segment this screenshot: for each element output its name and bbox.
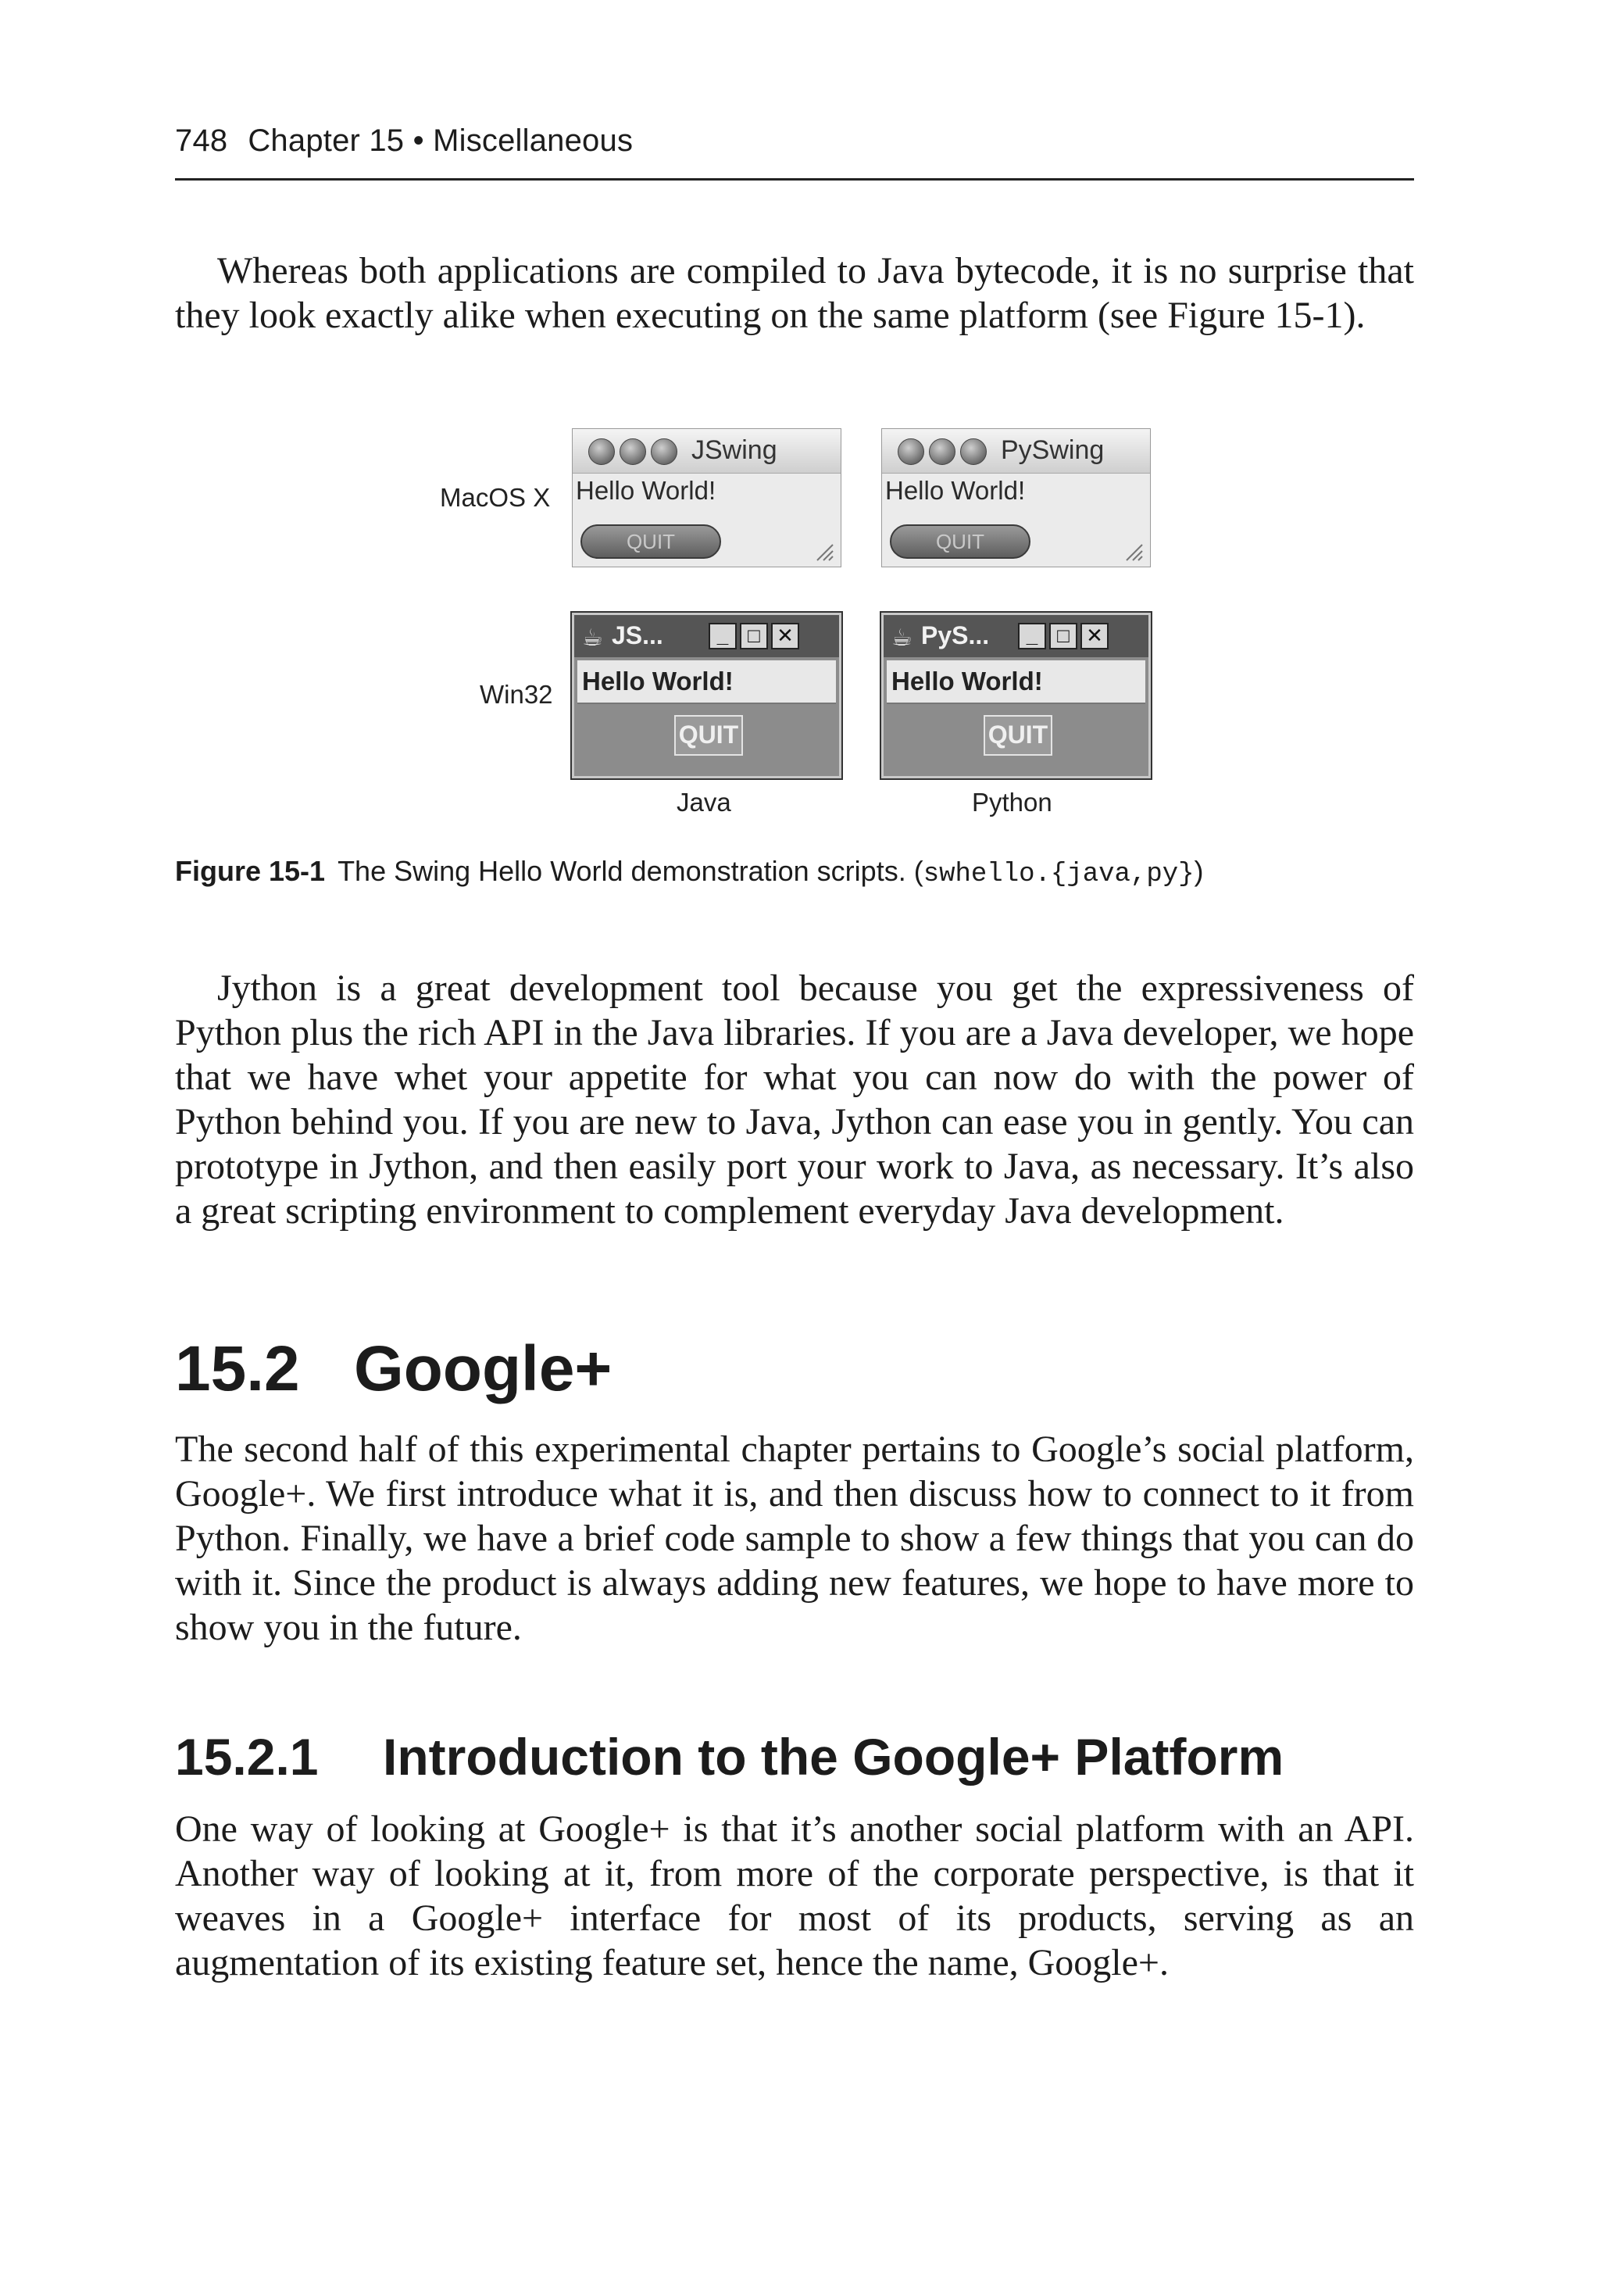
- caption-close: ): [1194, 855, 1204, 887]
- mac-java-window: [572, 428, 841, 567]
- java-cup-icon: ☕: [891, 625, 912, 651]
- maximize-icon: □: [740, 623, 768, 649]
- subsection-number: 15.2.1: [175, 1728, 319, 1786]
- hello-label: Hello World!: [576, 476, 716, 505]
- paragraph-google-plus: The second half of this experimental chapter pertains to Google’s social platform, Google+. We first introduce what it is, and then discuss how to connect to it from Python. Finally, we have a brief code sample to show a few things that you can do with it. Since the product is always adding new features, we hope to have more to show you in the future.: [175, 1429, 1414, 1648]
- quit-button: QUIT: [674, 715, 743, 756]
- header-rule: [175, 178, 1414, 181]
- close-light-icon: [898, 438, 924, 465]
- subsection-title: Introduction to the Google+ Platform: [383, 1728, 1284, 1786]
- window-title: JSwing: [691, 435, 777, 465]
- section-heading: [175, 1332, 612, 1406]
- mac-python-window: [881, 428, 1151, 567]
- figure-caption: [175, 855, 1204, 889]
- column-label-python: Python: [972, 788, 1052, 817]
- quit-button: QUIT: [890, 524, 1030, 559]
- mac-titlebar: [573, 429, 841, 474]
- win32-java-window: [572, 613, 841, 778]
- zoom-light-icon: [651, 438, 677, 465]
- caption-text: The Swing Hello World demonstration scripts. (: [338, 855, 923, 887]
- figure-number: Figure 15-1: [175, 855, 326, 887]
- mac-titlebar: [882, 429, 1150, 474]
- zoom-light-icon: [960, 438, 987, 465]
- quit-button: QUIT: [580, 524, 721, 559]
- paragraph-intro: Whereas both applications are compiled to Java bytecode, it is no surprise that they look exactly alike when executing on the same platform (see Figure 15-1).: [175, 250, 1414, 336]
- window-title: PySwing: [1001, 435, 1105, 465]
- resize-grip-icon: [1123, 542, 1144, 562]
- win32-titlebar: [884, 615, 1148, 657]
- minimize-light-icon: [620, 438, 646, 465]
- hello-label: Hello World!: [891, 667, 1043, 696]
- minimize-light-icon: [929, 438, 955, 465]
- window-title: PyS...: [921, 621, 990, 649]
- maximize-icon: □: [1049, 623, 1077, 649]
- page-number: 748: [175, 123, 228, 158]
- resize-grip-icon: [814, 542, 834, 562]
- quit-button: QUIT: [984, 715, 1052, 756]
- close-icon: ✕: [771, 623, 799, 649]
- section-number: 15.2: [175, 1333, 300, 1404]
- row-label-win32: Win32: [480, 680, 553, 709]
- close-icon: ✕: [1080, 623, 1109, 649]
- win32-python-window: [881, 613, 1151, 778]
- hello-bar: [887, 660, 1145, 704]
- section-title: Google+: [354, 1333, 612, 1404]
- win32-titlebar: [574, 615, 839, 657]
- minimize-icon: _: [709, 623, 737, 649]
- paragraph-platform-intro: One way of looking at Google+ is that it’s another social platform with an API. Another way of looking at it, from more of the corporate perspective, is that it weaves in a Google+ interface for most of its products, serving as an augmentation of its existing feature set, hence the name, Google+.: [175, 1808, 1414, 1983]
- running-header: [175, 123, 633, 159]
- java-cup-icon: ☕: [582, 625, 603, 651]
- window-title: JS...: [612, 621, 663, 649]
- column-label-java: Java: [677, 788, 731, 817]
- subsection-heading: [175, 1727, 1284, 1786]
- chapter-title: Chapter 15 • Miscellaneous: [248, 123, 634, 158]
- close-light-icon: [588, 438, 615, 465]
- paragraph-jython: Jython is a great development tool because you get the expressiveness of Python plus the rich API in the Java libraries. If you are a Java developer, we hope that we have whet your appetite for what you can now do with the power of Python behind you. If you are new to Java, Jython can ease you in gently. You can prototype in Jython, and then easily port your work to Java, as necessary. It’s also a great scripting environment to complement everyday Java development.: [175, 967, 1414, 1232]
- hello-label: Hello World!: [582, 667, 734, 696]
- caption-code: swhello.{java,py}: [923, 860, 1195, 889]
- minimize-icon: _: [1018, 623, 1046, 649]
- row-label-macos: MacOS X: [440, 483, 551, 512]
- hello-bar: [577, 660, 836, 704]
- hello-label: Hello World!: [885, 476, 1026, 505]
